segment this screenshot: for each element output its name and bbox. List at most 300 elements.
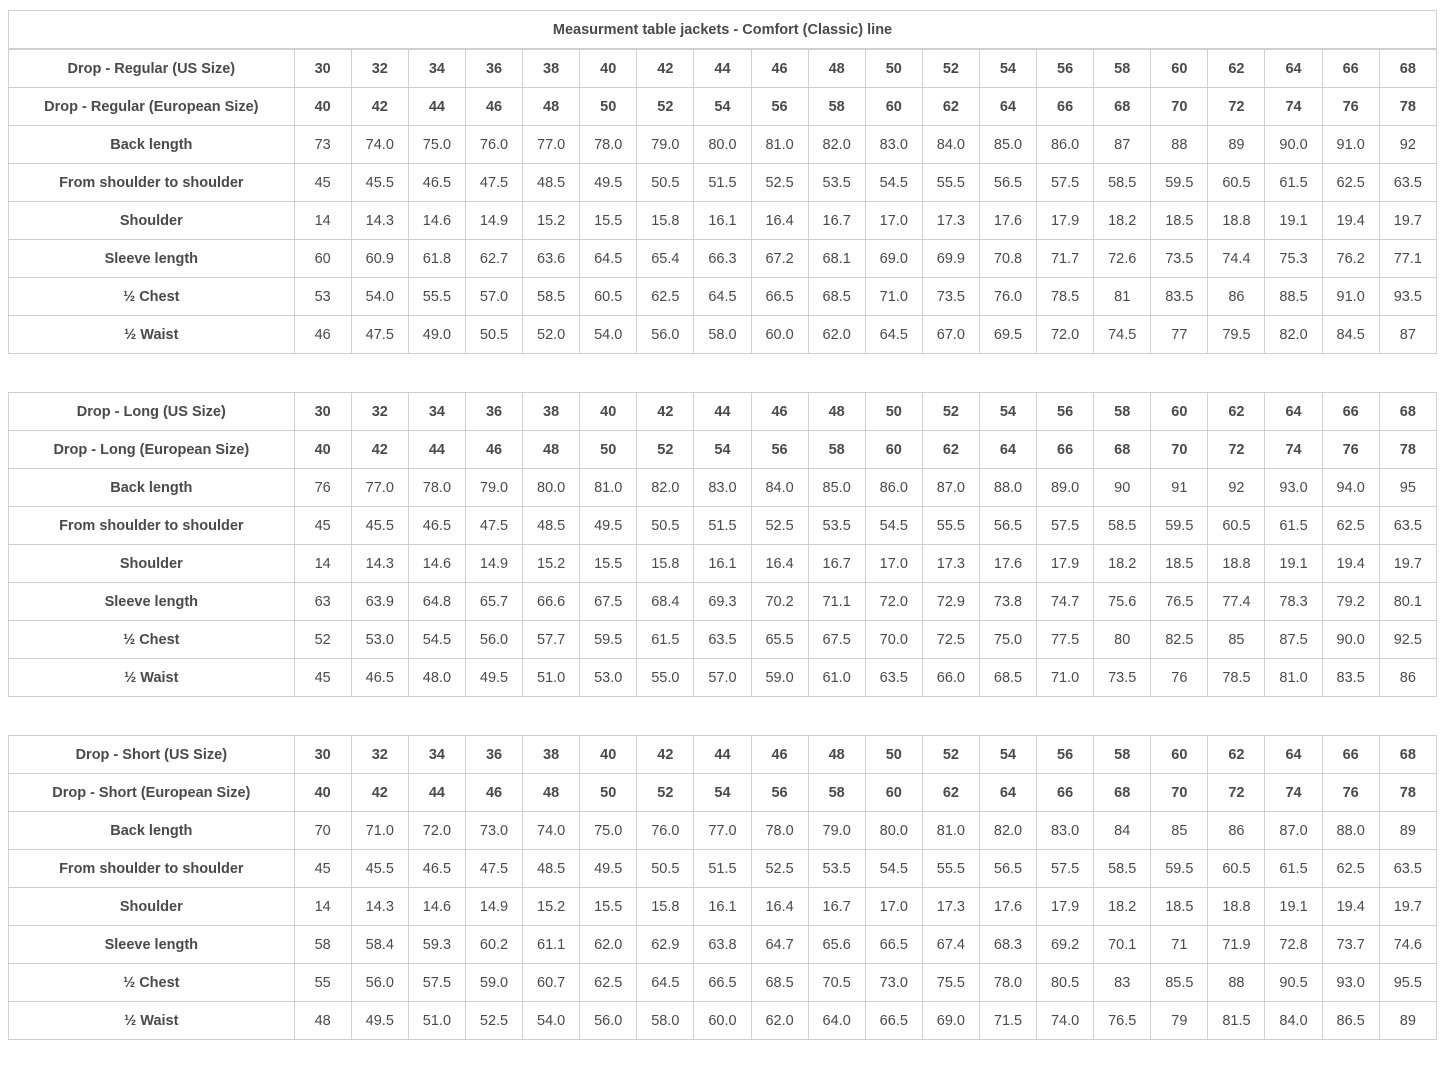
us-size-header-row	[9, 736, 1437, 774]
measurement-cell: 46.5	[408, 507, 465, 545]
measurement-cell: 67.4	[922, 926, 979, 964]
measurement-cell: 92.5	[1379, 621, 1436, 659]
measurement-cell: 59.0	[465, 964, 522, 1002]
measurement-cell: 19.1	[1265, 202, 1322, 240]
measurement-cell: 80.0	[523, 469, 580, 507]
title-row	[9, 11, 1437, 49]
measurement-cell: 49.5	[351, 1002, 408, 1040]
eu-size-header-cell: 48	[523, 88, 580, 126]
measurement-cell: 90	[1094, 469, 1151, 507]
eu-size-header-cell: 70	[1151, 774, 1208, 812]
us-size-header-cell: 60	[1151, 393, 1208, 431]
measurement-cell: 48.0	[408, 659, 465, 697]
us-size-header-cell: 58	[1094, 50, 1151, 88]
measurement-cell: 75.0	[408, 126, 465, 164]
us-size-header-cell: 38	[523, 393, 580, 431]
eu-size-header-cell: 66	[1037, 431, 1094, 469]
measurement-cell: 46.5	[351, 659, 408, 697]
table-row	[9, 964, 1437, 1002]
eu-size-header-cell: 46	[465, 431, 522, 469]
us-size-header-cell: 52	[922, 736, 979, 774]
eu-size-header-cell: 64	[979, 774, 1036, 812]
table-row	[9, 659, 1437, 697]
us-size-header-cell: 48	[808, 393, 865, 431]
eu-size-header-cell: 44	[408, 431, 465, 469]
measurement-cell: 84.0	[1265, 1002, 1322, 1040]
measurement-cell: 46.5	[408, 850, 465, 888]
measurement-cell: 62.9	[637, 926, 694, 964]
measurement-cell: 73.5	[1151, 240, 1208, 278]
measurement-cell: 17.0	[865, 202, 922, 240]
measurement-cell: 77.4	[1208, 583, 1265, 621]
measurement-cell: 55.5	[922, 507, 979, 545]
measurement-cell: 65.5	[751, 621, 808, 659]
measurement-cell: 71.7	[1037, 240, 1094, 278]
measurement-cell: 83.5	[1151, 278, 1208, 316]
table-row	[9, 126, 1437, 164]
table-row	[9, 469, 1437, 507]
measurement-cell: 70.0	[865, 621, 922, 659]
measurement-cell: 50.5	[637, 507, 694, 545]
measurement-cell: 59.5	[1151, 507, 1208, 545]
us-size-header-cell: 64	[1265, 736, 1322, 774]
measurement-cell: 76.0	[637, 812, 694, 850]
measurement-cell: 58.0	[637, 1002, 694, 1040]
measurement-cell: 16.1	[694, 888, 751, 926]
measurement-cell: 71.0	[865, 278, 922, 316]
us-size-header-cell: 36	[465, 50, 522, 88]
measurement-cell: 51.5	[694, 850, 751, 888]
measurement-cell: 60.2	[465, 926, 522, 964]
measurement-cell: 89.0	[1037, 469, 1094, 507]
measurement-cell: 85.0	[808, 469, 865, 507]
measurement-cell: 59.5	[1151, 164, 1208, 202]
measurement-cell: 89	[1208, 126, 1265, 164]
measurement-cell: 60.5	[1208, 507, 1265, 545]
measurement-cell: 74.0	[523, 812, 580, 850]
measurement-cell: 17.0	[865, 545, 922, 583]
measurement-cell: 67.5	[580, 583, 637, 621]
measurement-cell: 66.5	[694, 964, 751, 1002]
measurement-cell: 52.5	[751, 507, 808, 545]
measurement-cell: 48.5	[523, 164, 580, 202]
table-row	[9, 240, 1437, 278]
measurement-cell: 72.8	[1265, 926, 1322, 964]
measurement-cell: 18.5	[1151, 545, 1208, 583]
measurement-cell: 75.0	[580, 812, 637, 850]
measurement-cell: 14.9	[465, 888, 522, 926]
measurement-cell: 80.1	[1379, 583, 1436, 621]
measurement-cell: 49.5	[580, 850, 637, 888]
measurement-cell: 16.4	[751, 545, 808, 583]
measurement-cell: 85	[1151, 812, 1208, 850]
measurement-cell: 73.7	[1322, 926, 1379, 964]
eu-size-header-cell: 52	[637, 431, 694, 469]
measurement-cell: 47.5	[351, 316, 408, 354]
measurement-cell: 93.0	[1322, 964, 1379, 1002]
measurement-cell: 53.5	[808, 850, 865, 888]
eu-size-header-cell: 56	[751, 774, 808, 812]
size-section-table	[8, 392, 1437, 697]
measurement-cell: 69.9	[922, 240, 979, 278]
measurement-row-label: From shoulder to shoulder	[9, 164, 295, 202]
measurement-cell: 48.5	[523, 850, 580, 888]
measurement-cell: 56.0	[351, 964, 408, 1002]
measurement-cell: 54.0	[580, 316, 637, 354]
measurement-cell: 87.5	[1265, 621, 1322, 659]
measurement-cell: 54.5	[408, 621, 465, 659]
measurement-row-label: Back length	[9, 126, 295, 164]
measurement-cell: 63.9	[351, 583, 408, 621]
eu-size-header-cell: 40	[294, 88, 351, 126]
us-size-header-cell: 36	[465, 736, 522, 774]
us-size-header-row	[9, 50, 1437, 88]
measurement-row-label: ½ Chest	[9, 278, 295, 316]
us-size-header-cell: 46	[751, 50, 808, 88]
measurement-cell: 17.3	[922, 888, 979, 926]
measurement-cell: 73.0	[465, 812, 522, 850]
measurement-cell: 62.5	[1322, 850, 1379, 888]
measurement-cell: 64.5	[580, 240, 637, 278]
measurement-cell: 59.5	[1151, 850, 1208, 888]
eu-size-header-cell: 60	[865, 88, 922, 126]
table-row	[9, 926, 1437, 964]
measurement-cell: 86.0	[1037, 126, 1094, 164]
measurement-cell: 45	[294, 850, 351, 888]
measurement-cell: 70.5	[808, 964, 865, 1002]
measurement-cell: 18.5	[1151, 888, 1208, 926]
eu-size-header-cell: 58	[808, 774, 865, 812]
measurement-cell: 56.0	[465, 621, 522, 659]
measurement-cell: 56.0	[580, 1002, 637, 1040]
section-body	[9, 393, 1437, 697]
measurement-cell: 59.3	[408, 926, 465, 964]
measurement-cell: 45	[294, 164, 351, 202]
table-row	[9, 850, 1437, 888]
us-size-header-cell: 52	[922, 393, 979, 431]
measurement-cell: 15.2	[523, 888, 580, 926]
table-row	[9, 316, 1437, 354]
measurement-cell: 71.9	[1208, 926, 1265, 964]
us-size-header-cell: 60	[1151, 50, 1208, 88]
measurement-cell: 53.5	[808, 507, 865, 545]
measurement-cell: 57.5	[1037, 507, 1094, 545]
measurement-cell: 76.2	[1322, 240, 1379, 278]
measurement-cell: 88	[1208, 964, 1265, 1002]
measurement-cell: 62.0	[751, 1002, 808, 1040]
measurement-cell: 19.1	[1265, 888, 1322, 926]
measurement-cell: 15.5	[580, 202, 637, 240]
measurement-cell: 15.5	[580, 545, 637, 583]
measurement-cell: 78.0	[580, 126, 637, 164]
measurement-cell: 63.5	[865, 659, 922, 697]
eu-size-header-cell: 60	[865, 774, 922, 812]
eu-size-header-cell: 76	[1322, 431, 1379, 469]
measurement-cell: 49.5	[580, 507, 637, 545]
measurement-cell: 16.1	[694, 545, 751, 583]
measurement-cell: 45	[294, 659, 351, 697]
measurement-cell: 16.7	[808, 545, 865, 583]
measurement-cell: 72.9	[922, 583, 979, 621]
eu-size-header-cell: 78	[1379, 88, 1436, 126]
measurement-cell: 16.1	[694, 202, 751, 240]
measurement-cell: 76.5	[1151, 583, 1208, 621]
measurement-cell: 68.4	[637, 583, 694, 621]
measurement-cell: 91.0	[1322, 278, 1379, 316]
measurement-cell: 59.5	[580, 621, 637, 659]
measurement-cell: 18.5	[1151, 202, 1208, 240]
eu-size-header-cell: 40	[294, 774, 351, 812]
section-spacer	[8, 354, 1437, 392]
measurement-cell: 58.5	[1094, 164, 1151, 202]
section-body	[9, 736, 1437, 1040]
measurement-cell: 66.6	[523, 583, 580, 621]
measurement-cell: 60	[294, 240, 351, 278]
measurement-cell: 76.0	[979, 278, 1036, 316]
measurement-cell: 79.2	[1322, 583, 1379, 621]
measurement-cell: 67.2	[751, 240, 808, 278]
measurement-cell: 79.0	[465, 469, 522, 507]
measurement-cell: 70	[294, 812, 351, 850]
us-size-header-cell: 48	[808, 736, 865, 774]
measurement-cell: 16.7	[808, 202, 865, 240]
eu-size-header-cell: 78	[1379, 431, 1436, 469]
us-size-header-cell: 42	[637, 393, 694, 431]
measurement-cell: 17.6	[979, 888, 1036, 926]
measurement-cell: 73.8	[979, 583, 1036, 621]
eu-size-header-cell: 46	[465, 774, 522, 812]
measurement-row-label: Back length	[9, 812, 295, 850]
measurement-cell: 57.5	[1037, 850, 1094, 888]
measurement-cell: 67.0	[922, 316, 979, 354]
us-size-header-cell: 34	[408, 393, 465, 431]
measurement-cell: 88.0	[1322, 812, 1379, 850]
measurement-cell: 62.5	[637, 278, 694, 316]
eu-size-header-cell: 54	[694, 431, 751, 469]
measurement-cell: 52.5	[751, 164, 808, 202]
measurement-cell: 78.5	[1037, 278, 1094, 316]
measurement-cell: 92	[1379, 126, 1436, 164]
measurement-cell: 57.7	[523, 621, 580, 659]
us-size-header-cell: 60	[1151, 736, 1208, 774]
measurement-cell: 54.0	[351, 278, 408, 316]
measurement-cell: 14.6	[408, 202, 465, 240]
measurement-cell: 77.0	[694, 812, 751, 850]
measurement-cell: 55.5	[922, 850, 979, 888]
us-size-header-cell: 46	[751, 736, 808, 774]
measurement-cell: 74.0	[1037, 1002, 1094, 1040]
measurement-cell: 84.0	[751, 469, 808, 507]
measurement-cell: 79	[1151, 1002, 1208, 1040]
us-size-header-cell: 46	[751, 393, 808, 431]
measurement-cell: 68.5	[808, 278, 865, 316]
measurement-cell: 18.2	[1094, 202, 1151, 240]
measurement-cell: 46.5	[408, 164, 465, 202]
eu-size-header-cell: 72	[1208, 88, 1265, 126]
measurement-cell: 67.5	[808, 621, 865, 659]
measurement-cell: 17.3	[922, 545, 979, 583]
measurement-cell: 61.8	[408, 240, 465, 278]
us-size-header-cell: 44	[694, 736, 751, 774]
measurement-cell: 55.5	[922, 164, 979, 202]
measurement-cell: 56.5	[979, 164, 1036, 202]
measurement-row-label: From shoulder to shoulder	[9, 507, 295, 545]
measurement-cell: 87.0	[1265, 812, 1322, 850]
measurement-cell: 78.3	[1265, 583, 1322, 621]
measurement-cell: 86.0	[865, 469, 922, 507]
eu-size-header-cell: 56	[751, 431, 808, 469]
measurement-cell: 87.0	[922, 469, 979, 507]
measurement-cell: 62.5	[1322, 507, 1379, 545]
us-size-header-cell: 68	[1379, 393, 1436, 431]
eu-size-header-cell: 46	[465, 88, 522, 126]
eu-size-header-cell: 56	[751, 88, 808, 126]
measurement-cell: 65.6	[808, 926, 865, 964]
measurement-cell: 70.1	[1094, 926, 1151, 964]
eu-size-header-cell: 58	[808, 88, 865, 126]
measurement-cell: 14	[294, 888, 351, 926]
measurement-cell: 71.0	[1037, 659, 1094, 697]
measurement-cell: 52.5	[465, 1002, 522, 1040]
measurement-cell: 58.4	[351, 926, 408, 964]
measurement-cell: 68.3	[979, 926, 1036, 964]
measurement-cell: 85	[1208, 621, 1265, 659]
measurement-cell: 77.0	[351, 469, 408, 507]
eu-size-header-cell: 74	[1265, 88, 1322, 126]
measurement-cell: 17.6	[979, 545, 1036, 583]
measurement-cell: 75.0	[979, 621, 1036, 659]
measurement-cell: 89	[1379, 1002, 1436, 1040]
measurement-cell: 47.5	[465, 164, 522, 202]
measurement-cell: 65.4	[637, 240, 694, 278]
measurement-cell: 64.0	[808, 1002, 865, 1040]
eu-size-header-cell: 66	[1037, 774, 1094, 812]
measurement-cell: 82.0	[637, 469, 694, 507]
measurement-cell: 60.0	[694, 1002, 751, 1040]
measurement-row-label: From shoulder to shoulder	[9, 850, 295, 888]
us-size-header-cell: 54	[979, 393, 1036, 431]
measurement-cell: 70.8	[979, 240, 1036, 278]
measurement-cell: 51.5	[694, 164, 751, 202]
measurement-cell: 47.5	[465, 507, 522, 545]
measurement-cell: 69.5	[979, 316, 1036, 354]
table-row	[9, 507, 1437, 545]
measurement-cell: 58.0	[694, 316, 751, 354]
measurement-cell: 93.0	[1265, 469, 1322, 507]
measurement-cell: 54.0	[523, 1002, 580, 1040]
us-size-header-cell: 48	[808, 50, 865, 88]
measurement-cell: 63.5	[694, 621, 751, 659]
measurement-cell: 91.0	[1322, 126, 1379, 164]
measurement-cell: 73.5	[1094, 659, 1151, 697]
measurement-cell: 90.5	[1265, 964, 1322, 1002]
us-size-row-label: Drop - Long (US Size)	[9, 393, 295, 431]
us-size-header-cell: 40	[580, 393, 637, 431]
measurement-cell: 45	[294, 507, 351, 545]
measurement-cell: 61.5	[637, 621, 694, 659]
measurement-cell: 82.0	[979, 812, 1036, 850]
us-size-header-cell: 30	[294, 736, 351, 774]
measurement-cell: 60.5	[1208, 850, 1265, 888]
measurement-cell: 79.0	[637, 126, 694, 164]
eu-size-header-cell: 44	[408, 774, 465, 812]
eu-size-header-cell: 50	[580, 774, 637, 812]
measurement-cell: 77	[1151, 316, 1208, 354]
measurement-cell: 14.3	[351, 202, 408, 240]
section-body	[9, 50, 1437, 354]
measurement-cell: 56.0	[637, 316, 694, 354]
measurement-cell: 74.5	[1094, 316, 1151, 354]
eu-size-header-cell: 62	[922, 431, 979, 469]
measurement-cell: 19.7	[1379, 545, 1436, 583]
us-size-header-cell: 32	[351, 393, 408, 431]
eu-size-header-cell: 42	[351, 431, 408, 469]
eu-size-header-cell: 70	[1151, 431, 1208, 469]
section-spacer	[8, 697, 1437, 735]
table-row	[9, 888, 1437, 926]
measurement-cell: 19.1	[1265, 545, 1322, 583]
eu-size-header-cell: 70	[1151, 88, 1208, 126]
measurement-cell: 69.3	[694, 583, 751, 621]
measurement-cell: 14.9	[465, 202, 522, 240]
measurement-cell: 55.5	[408, 278, 465, 316]
us-size-header-cell: 62	[1208, 393, 1265, 431]
measurement-cell: 90.0	[1322, 621, 1379, 659]
measurement-cell: 64.8	[408, 583, 465, 621]
measurement-cell: 17.9	[1037, 545, 1094, 583]
measurement-cell: 81.0	[580, 469, 637, 507]
table-row	[9, 278, 1437, 316]
us-size-header-cell: 38	[523, 50, 580, 88]
measurement-cell: 19.7	[1379, 888, 1436, 926]
us-size-header-cell: 50	[865, 50, 922, 88]
measurement-cell: 92	[1208, 469, 1265, 507]
eu-size-header-cell: 76	[1322, 88, 1379, 126]
measurement-cell: 45.5	[351, 164, 408, 202]
measurement-cell: 63.5	[1379, 164, 1436, 202]
measurement-cell: 64.5	[694, 278, 751, 316]
measurement-cell: 74.6	[1379, 926, 1436, 964]
measurement-cell: 68.1	[808, 240, 865, 278]
measurement-cell: 50.5	[465, 316, 522, 354]
measurement-cell: 71.1	[808, 583, 865, 621]
eu-size-header-row	[9, 431, 1437, 469]
measurement-cell: 51.0	[408, 1002, 465, 1040]
eu-size-header-cell: 42	[351, 774, 408, 812]
measurement-cell: 57.0	[694, 659, 751, 697]
measurement-cell: 64.5	[865, 316, 922, 354]
eu-size-header-cell: 64	[979, 88, 1036, 126]
measurement-cell: 57.5	[408, 964, 465, 1002]
us-size-header-row	[9, 393, 1437, 431]
measurement-cell: 46	[294, 316, 351, 354]
measurement-cell: 66.5	[751, 278, 808, 316]
measurement-cell: 66.3	[694, 240, 751, 278]
sections-container	[8, 49, 1437, 1040]
measurement-cell: 48.5	[523, 507, 580, 545]
measurement-cell: 62.5	[1322, 164, 1379, 202]
measurement-cell: 76.5	[1094, 1002, 1151, 1040]
measurement-cell: 53	[294, 278, 351, 316]
eu-size-header-row	[9, 88, 1437, 126]
us-size-header-cell: 32	[351, 736, 408, 774]
measurement-cell: 60.0	[751, 316, 808, 354]
measurement-cell: 80.5	[1037, 964, 1094, 1002]
measurement-cell: 95.5	[1379, 964, 1436, 1002]
eu-size-header-cell: 48	[523, 431, 580, 469]
measurement-cell: 71.0	[351, 812, 408, 850]
us-size-header-cell: 50	[865, 736, 922, 774]
